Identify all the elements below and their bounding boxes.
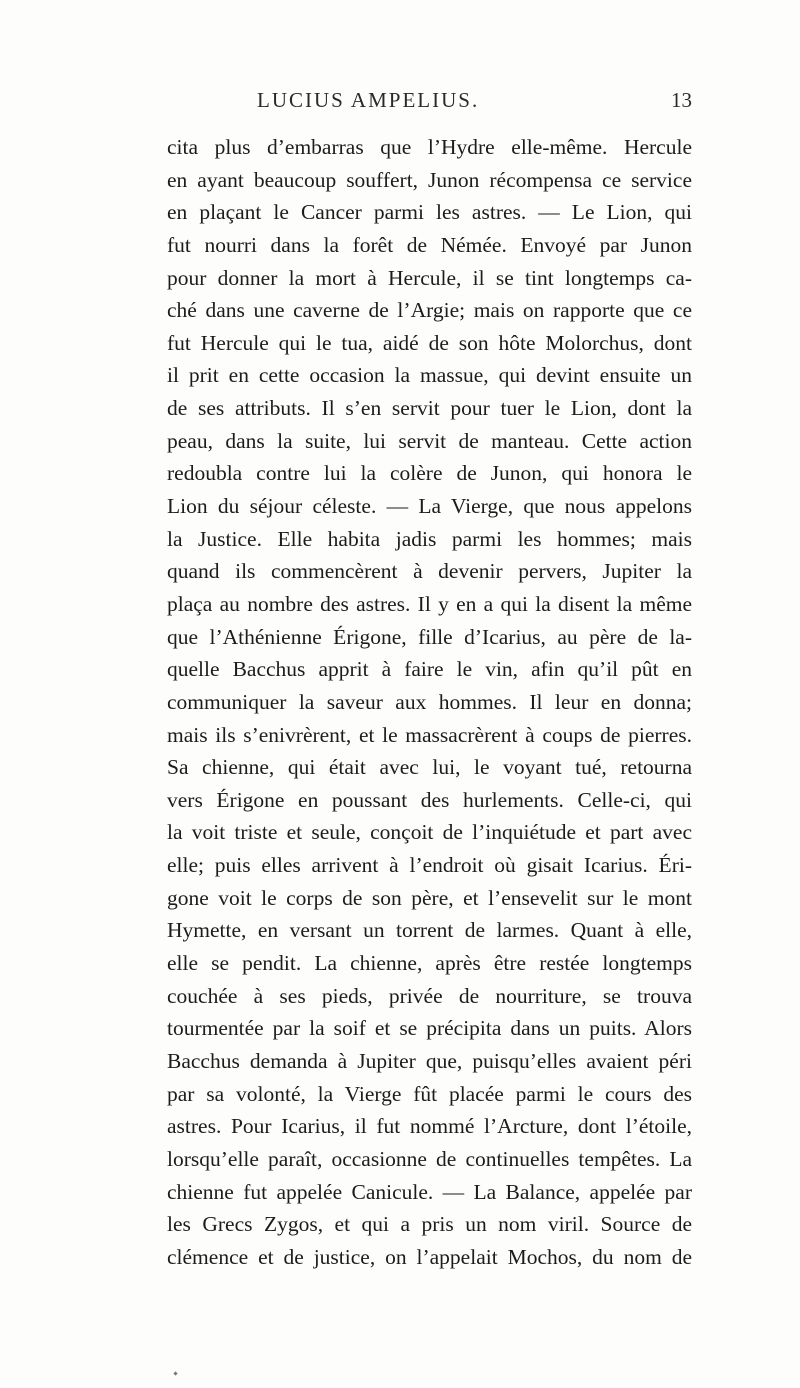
text-line: cita plus d’embarras que l’Hydre elle-même. Hercule <box>167 135 692 159</box>
text-line: Lion du séjour céleste. — La Vierge, que nous appelons <box>167 494 692 519</box>
text-line: tourmentée par la soif et se précipita dans un puits. Alors <box>167 1016 692 1041</box>
running-head <box>167 88 692 118</box>
text-line: elle se pendit. La chienne, après être restée longtemps <box>167 951 692 976</box>
text-line: peau, dans la suite, lui servit de manteau. Cette action <box>167 428 692 453</box>
text-line: que l’Athénienne Érigone, fille d’Icarius, au père de la- <box>167 624 692 649</box>
text-line: la Justice. Elle habita jadis parmi les hommes; mais <box>167 526 692 551</box>
text-line: ché dans une caverne de l’Argie; mais on rapporte que ce <box>167 298 692 323</box>
text-line: il prit en cette occasion la massue, qui devint ensuite un <box>167 363 692 388</box>
text-line: par sa volonté, la Vierge fût placée parmi le cours des <box>167 1081 692 1106</box>
text-line: mais ils s’enivrèrent, et le massacrèrent à coups de pierres. <box>167 722 692 747</box>
text-line: les Grecs Zygos, et qui a pris un nom viril. Source de <box>167 1212 692 1237</box>
text-line: couchée à ses pieds, privée de nourriture, se trouva <box>167 983 692 1008</box>
text-line: clémence et de justice, on l’appelait Mochos, du nom de <box>167 1244 692 1269</box>
text-line: redoubla contre lui la colère de Junon, qui honora le <box>167 461 692 486</box>
text-line: Bacchus demanda à Jupiter que, puisqu’elles avaient péri <box>167 1048 692 1073</box>
text-line: fut Hercule qui le tua, aidé de son hôte Molorchus, dont <box>167 330 692 355</box>
text-line: communiquer la saveur aux hommes. Il leur en donna; <box>167 689 692 714</box>
text-line: quelle Bacchus apprit à faire le vin, afin qu’il pût en <box>167 657 692 682</box>
text-line: Sa chienne, qui était avec lui, le voyant tué, retourna <box>167 755 692 780</box>
text-line: fut nourri dans la forêt de Némée. Envoyé par Junon <box>167 232 692 257</box>
paper-speck <box>173 1371 177 1375</box>
text-line: en ayant beaucoup souffert, Junon récompensa ce service <box>167 167 692 192</box>
body-text <box>167 131 692 1273</box>
text-line: vers Érigone en poussant des hurlements. Celle-ci, qui <box>167 787 692 812</box>
running-title: LUCIUS AMPELIUS. <box>257 88 480 112</box>
text-line: quand ils commencèrent à devenir pervers, Jupiter la <box>167 559 692 584</box>
text-line: gone voit le corps de son père, et l’ensevelit sur le mont <box>167 885 692 910</box>
page-number: 13 <box>671 88 692 112</box>
text-line: en plaçant le Cancer parmi les astres. — Le Lion, qui <box>167 200 692 225</box>
text-line: astres. Pour Icarius, il fut nommé l’Arcture, dont l’étoile, <box>167 1114 692 1139</box>
text-line: la voit triste et seule, conçoit de l’inquiétude et part avec <box>167 820 692 845</box>
text-line: chienne fut appelée Canicule. — La Balance, appelée par <box>167 1179 692 1204</box>
text-line: Hymette, en versant un torrent de larmes. Quant à elle, <box>167 918 692 943</box>
text-line: elle; puis elles arrivent à l’endroit où gisait Icarius. Éri- <box>167 853 692 878</box>
text-line: pour donner la mort à Hercule, il se tint longtemps ca- <box>167 265 692 290</box>
text-line: de ses attributs. Il s’en servit pour tuer le Lion, dont la <box>167 396 692 421</box>
text-line: lorsqu’elle paraît, occasionne de continuelles tempêtes. La <box>167 1146 692 1171</box>
text-line: plaça au nombre des astres. Il y en a qui la disent la même <box>167 591 692 616</box>
